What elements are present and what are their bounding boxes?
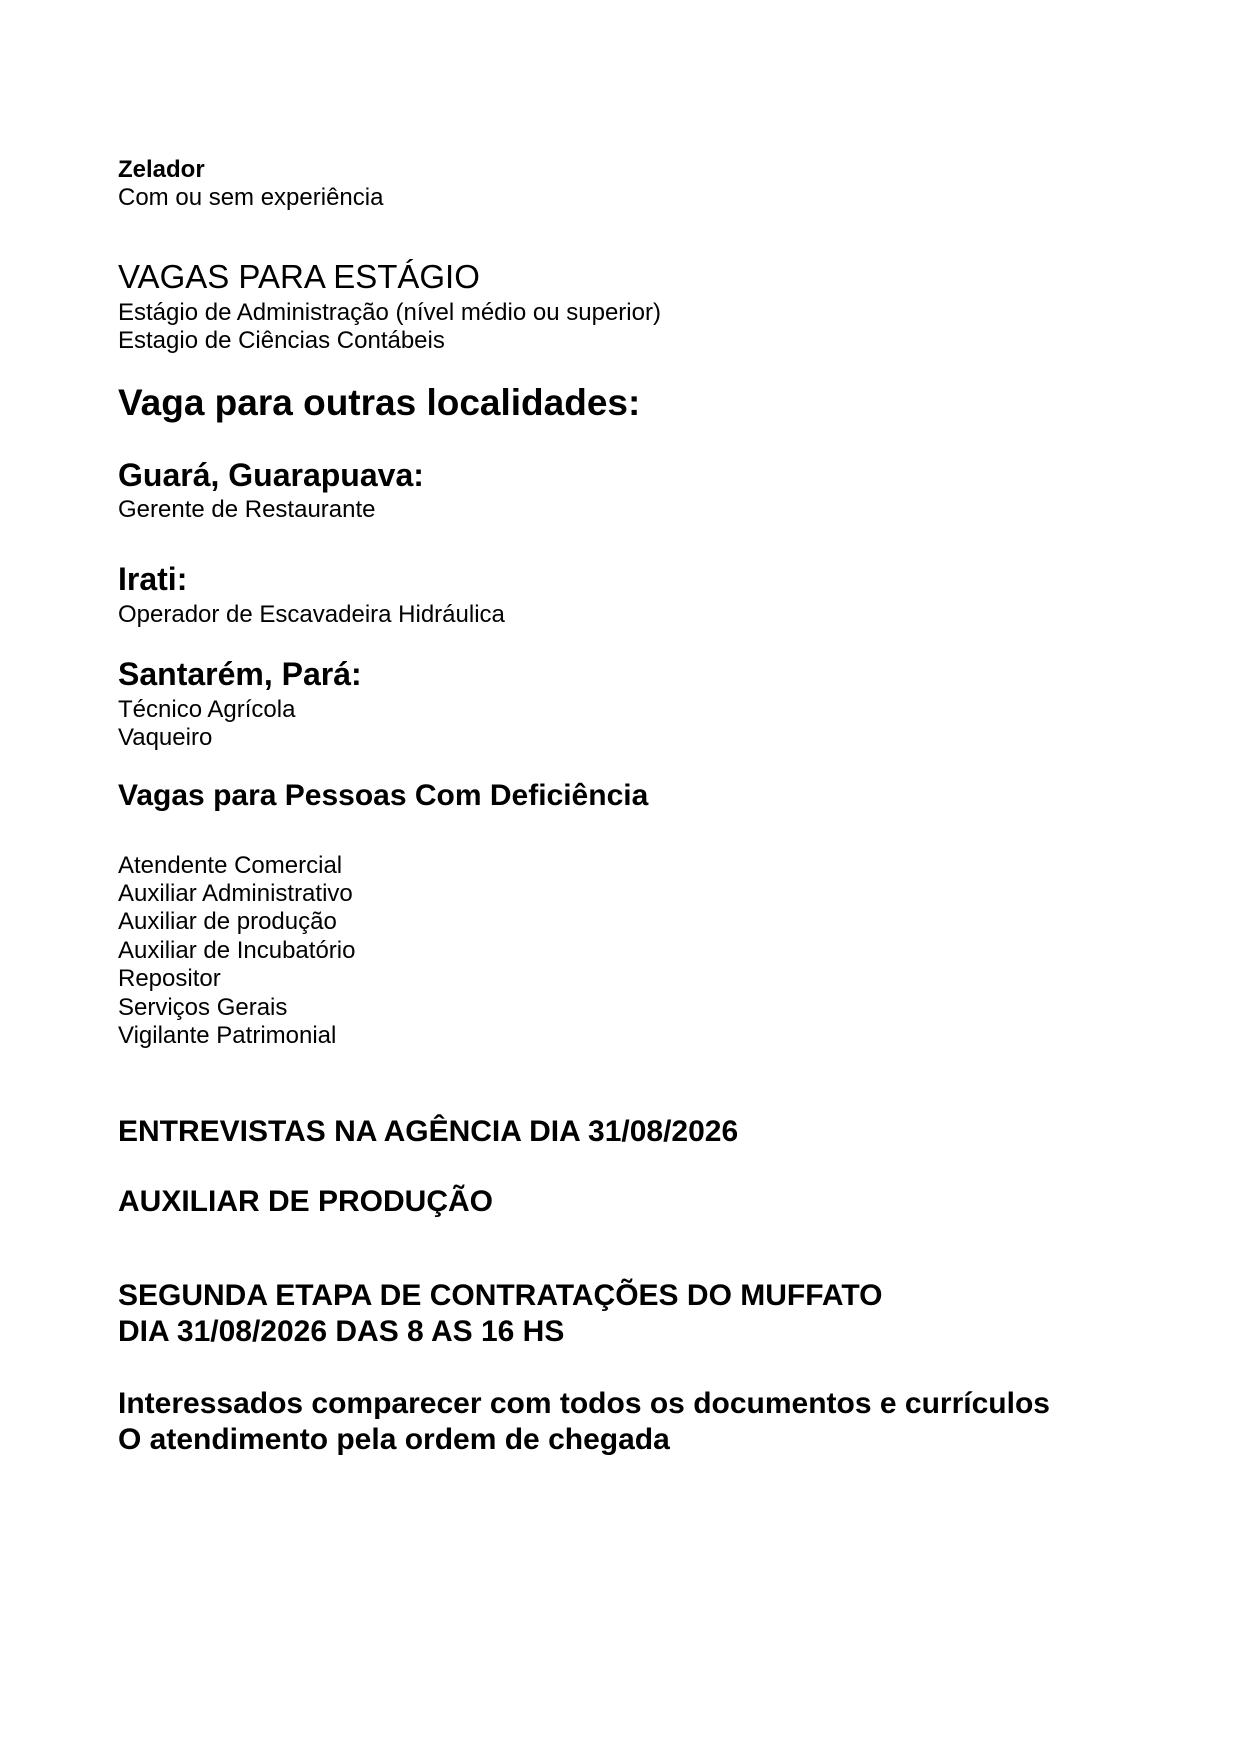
location-job: Vaqueiro <box>118 724 213 751</box>
pcd-item: Atendente Comercial <box>118 852 343 879</box>
section-heading-estagio: VAGAS PARA ESTÁGIO <box>118 258 480 295</box>
instructions-line: Interessados comparecer com todos os documentos e currículos <box>118 1387 1050 1420</box>
muffato-line: SEGUNDA ETAPA DE CONTRATAÇÕES DO MUFFATO <box>118 1279 883 1312</box>
location-job: Gerente de Restaurante <box>118 496 376 523</box>
pcd-item: Repositor <box>118 965 221 992</box>
pcd-item: Serviços Gerais <box>118 994 288 1021</box>
pcd-item: Vigilante Patrimonial <box>118 1022 337 1049</box>
location-job: Operador de Escavadeira Hidráulica <box>118 601 505 628</box>
location-job: Técnico Agrícola <box>118 696 296 723</box>
pcd-item: Auxiliar de Incubatório <box>118 937 356 964</box>
pcd-item: Auxiliar Administrativo <box>118 880 353 907</box>
estagio-item: Estágio de Administração (nível médio ou superior) <box>118 299 661 326</box>
section-heading-pcd: Vagas para Pessoas Com Deficiência <box>118 779 649 812</box>
entrevistas-role: AUXILIAR DE PRODUÇÃO <box>118 1185 494 1218</box>
pcd-item: Auxiliar de produção <box>118 908 337 935</box>
job-detail-zelador: Com ou sem experiência <box>118 184 384 211</box>
location-heading: Santarém, Pará: <box>118 656 362 692</box>
section-heading-entrevistas: ENTREVISTAS NA AGÊNCIA DIA 31/08/2026 <box>118 1115 739 1148</box>
muffato-line: DIA 31/08/2026 DAS 8 AS 16 HS <box>118 1315 565 1348</box>
location-heading: Irati: <box>118 561 188 597</box>
instructions-line: O atendimento pela ordem de chegada <box>118 1423 670 1456</box>
job-title-zelador: Zelador <box>118 156 205 183</box>
estagio-item: Estagio de Ciências Contábeis <box>118 327 445 354</box>
location-heading: Guará, Guarapuava: <box>118 457 424 493</box>
section-heading-outras-localidades: Vaga para outras localidades: <box>118 382 641 423</box>
